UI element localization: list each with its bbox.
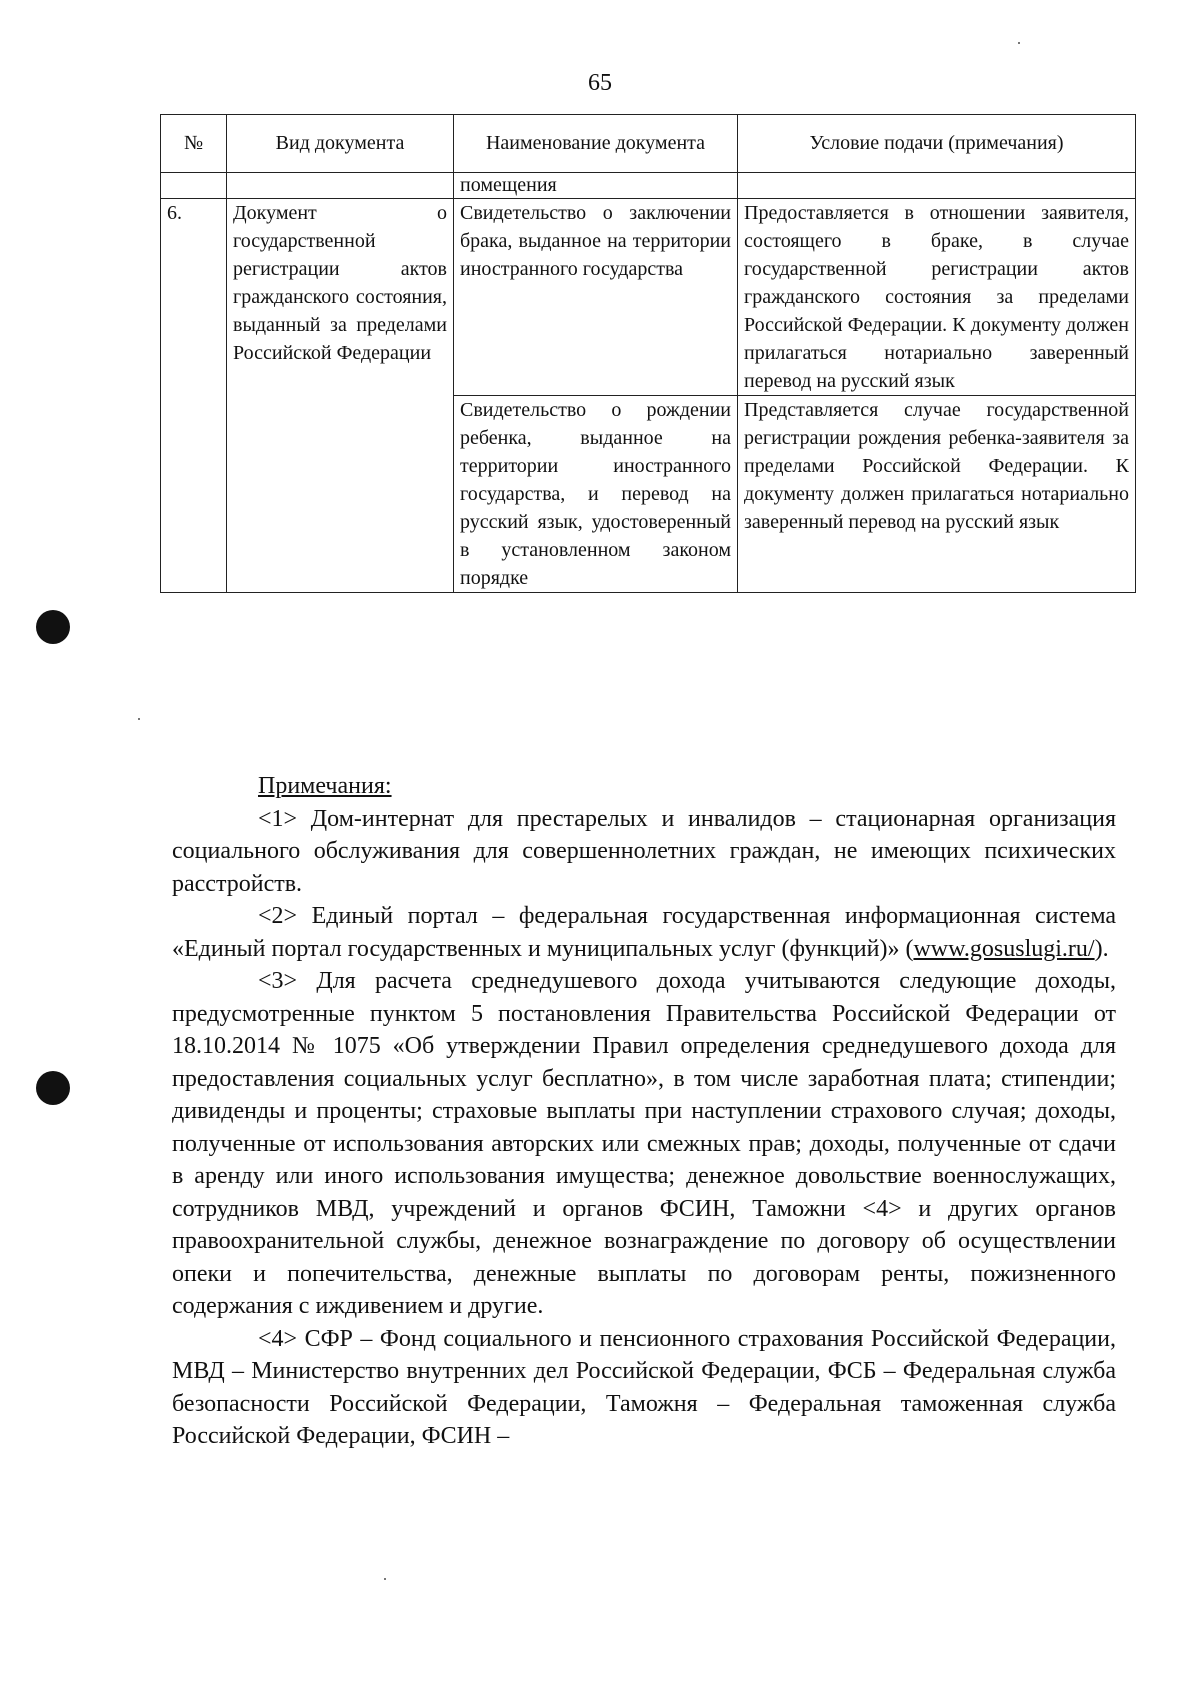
punch-hole-lower <box>36 1071 70 1105</box>
cell-empty <box>227 173 454 199</box>
cell-condition-marriage: Предоставляется в отношении заявителя, состоящего в браке, в случае государственной регистрации актов гражданского состояния за пределами Российской Федерации. К документу должен прилагаться нотариально заверенный перевод на русский язык <box>738 199 1136 396</box>
gosuslugi-link[interactable]: www.gosuslugi.ru/ <box>913 935 1095 962</box>
header-condition: Условие подачи (примечания) <box>738 115 1136 173</box>
table-row-continuation <box>161 173 1136 199</box>
cell-doc-type: Документ о государственной регистрации актов гражданского состояния, выданный за пределами Российской Федерации <box>227 199 454 593</box>
cell-empty <box>738 173 1136 199</box>
table-row-6 <box>161 199 1136 396</box>
cell-condition-birth: Представляется случае государственной регистрации рождения ребенка-заявителя за пределами Российской Федерации. К документу должен прилагаться нотариально заверенный перевод на русский язык <box>738 396 1136 593</box>
documents-table <box>160 114 1136 593</box>
note-2-end: ). <box>1094 935 1109 962</box>
scan-speck <box>384 1578 386 1580</box>
note-3: <3> Для расчета среднедушевого дохода учитываются следующие доходы, предусмотренные пунктом 5 постановления Правительства Российской Федерации от 18.10.2014 № 1075 «Об утверждении Правил определения среднедушевого дохода для предоставления социальных услуг бесплатно», в том числе заработная плата; стипендии; дивиденды и проценты; страховые выплаты при наступлении страхового случая; доходы, полученные от использования авторских или смежных прав; доходы, полученные от сдачи в аренду или иного использования имущества; денежное довольствие военнослужащих, сотрудников МВД, учреждений и органов ФСИН, Таможни <4> и других органов правоохранительной службы, денежное вознаграждение по договору об осуществлении опеки и попечительства, денежные выплаты по договорам ренты, пожизненного содержания с иждивением и другие. <box>172 968 1116 1319</box>
note-4: <4> СФР – Фонд социального и пенсионного страхования Российской Федерации, МВД – Министерство внутренних дел Российской Федерации, ФСБ – Федеральная служба безопасности Российской Федерации, Таможня – Федеральная таможенная служба Российской Федерации, ФСИН – <box>172 1325 1116 1449</box>
cell-continuation-name: помещения <box>454 173 738 199</box>
scan-speck <box>138 718 140 720</box>
header-number: № <box>161 115 227 173</box>
note-2 <box>172 900 1116 965</box>
cell-empty <box>161 173 227 199</box>
notes-section <box>172 770 1116 1453</box>
punch-hole-upper <box>36 610 70 644</box>
cell-row-number: 6. <box>161 199 227 593</box>
page-number: 65 <box>588 70 612 96</box>
cell-doc-name-marriage: Свидетельство о заключении брака, выданное на территории иностранного государства <box>454 199 738 396</box>
note-1: <1> Дом-интернат для престарелых и инвалидов – стационарная организация социального обслуживания для совершеннолетних граждан, не имеющих психических расстройств. <box>172 805 1116 897</box>
notes-title: Примечания: <box>258 773 392 799</box>
header-doc-type: Вид документа <box>227 115 454 173</box>
scan-speck <box>1018 42 1020 44</box>
cell-doc-name-birth: Свидетельство о рождении ребенка, выданное на территории иностранного государства, и перевод на русский язык, удостоверенный в установленном законом порядке <box>454 396 738 593</box>
note-2-text: <2> Единый портал – федеральная государственная информационная система «Единый портал государственных и муниципальных услуг (функций)» ( <box>172 903 1116 962</box>
header-doc-name: Наименование документа <box>454 115 738 173</box>
table-header-row <box>161 115 1136 173</box>
